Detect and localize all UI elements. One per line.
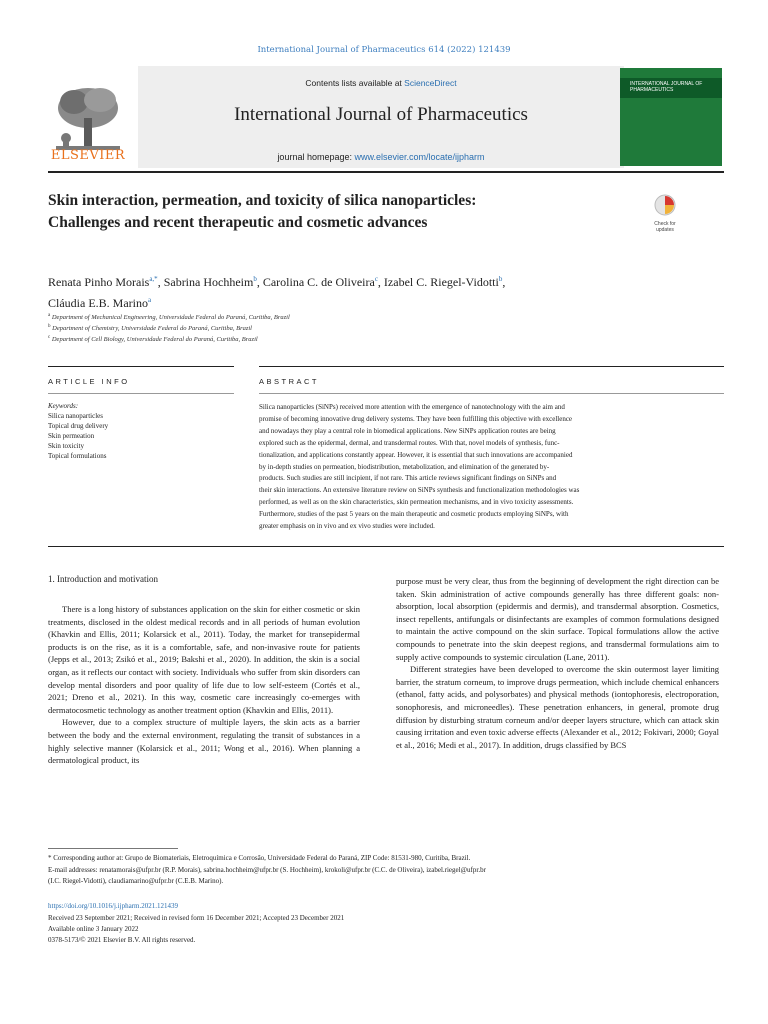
corresponding-author-footnote: * Corresponding author at: Grupo de Biomateriais, Eletroquímica e Corrosão, Universidade Federal do Paraná, ZIP Code: 81531-980, Curitiba, Brazil. E-mail addresses: renatamorais@ufpr.br (R.P. Morais), sabrina.hochheim@ufpr.br (S. Hochheim), krokoli@ufpr.br (C.C. de Oliveira), izabel.riegel@ufpr.br (I.C. Riegel-Vidotti), claudiamarino@ufpr.br (C.E.B. Marino). bbox=[48, 854, 486, 885]
copyright: 0378-5173/© 2021 Elsevier B.V. All rights reserved. bbox=[48, 936, 196, 944]
keyword: Skin permeation bbox=[48, 432, 95, 440]
check-updates-icon bbox=[648, 193, 682, 217]
received-dates: Received 23 September 2021; Received in revised form 16 December 2021; Accepted 23 December 2021 bbox=[48, 914, 345, 922]
contents-line: Contents lists available at ScienceDirect bbox=[305, 78, 457, 88]
body-left-column bbox=[48, 603, 360, 767]
abstract-rule bbox=[259, 366, 724, 367]
article-info-subrule bbox=[48, 393, 234, 394]
keywords-block bbox=[48, 401, 208, 461]
abstract-bottom-rule bbox=[48, 546, 724, 547]
author-sup[interactable]: b bbox=[498, 275, 503, 283]
body-right-column bbox=[396, 575, 719, 751]
journal-banner bbox=[138, 66, 624, 168]
keyword: Topical formulations bbox=[48, 452, 107, 460]
author-name[interactable]: Renata Pinho Morais bbox=[48, 275, 150, 289]
article-info-heading: ARTICLE INFO bbox=[48, 377, 130, 386]
body-paragraph: Different strategies have been developed to overcome the skin outermost layer limiting barrier, the stratum corneum, to improve drugs permeation, which include chemical enhancers (ethanol, fatty acids, and polysorbates) and physical methods (iontophoresis, electroporation, sonophoresis, and microneedles). These penetration enhancers, in general, promote drug diffusion by disturbing stratum corneum and/or deeper layers structure, which can attack skin causing irritation and even toxic adverse effects (Alexander et al., 2012; Fokivari, 2000; Goyal et al., 2016; Medi et al., 2017). In addition, drugs classified by BCS bbox=[396, 664, 719, 750]
abstract-heading: ABSTRACT bbox=[259, 377, 320, 386]
keyword: Skin toxicity bbox=[48, 442, 84, 450]
affiliation: $^b$ Department of Chemistry, Universidade Federal do Paraná, Curitiba, Brazil bbox=[48, 324, 252, 333]
article-info-rule bbox=[48, 366, 234, 367]
affiliation: $^c$ Department of Cell Biology, Universidade Federal do Paraná, Curitiba, Brazil bbox=[48, 335, 258, 344]
author-list: Renata Pinho Morais$^{a,*}$, Sabrina Hochheim$^b$, Carolina C. de Oliveira$^c$, Izabel C. Riegel-Vidotti$^b$, Cláudia E.B. Marino$^a$ bbox=[48, 275, 506, 310]
homepage-line: journal homepage: www.elsevier.com/locate/ijpharm bbox=[277, 152, 485, 162]
body-paragraph: purpose must be very clear, thus from the beginning of development the right direction can be taken. Skin administration of active compounds generally has three different goals: non-absorption, local absorption (epidermis and dermis), and transdermal absorption. Cosmetics, insect repellents, antifungals or disinfectants are examples of common formulations designed to maintain the active compound on the skin surface. Topical formulations allow the active compounds to penetrate into the skin deepest regions, and transdermal formulations aim to supply active compounds to systemic circulation (Lane, 2011). bbox=[396, 576, 719, 662]
cover-title: INTERNATIONAL JOURNAL OF PHARMACEUTICS bbox=[630, 81, 703, 93]
journal-cover-thumbnail[interactable] bbox=[620, 68, 722, 166]
author-sup[interactable]: a bbox=[147, 296, 152, 304]
journal-header bbox=[48, 66, 724, 168]
footnote-rule bbox=[48, 848, 178, 849]
abstract-text: Silica nanoparticles (SiNPs) received more attention with the emergence of nanotechnology with the aim and promise of becoming innovative drug delivery systems. They have been fulfilling this objective with excellence and nowadays they play a central role in biomedical applications. New SiNPs application routes are being explored such as the epidermal, dermal, and transdermal routes. With that, novel models of synthesis, func- tionalization, and applications constantly appear. However, it is essential that such innovations are accompanied by in-depth studies on permeation, biodistribution, metabolization, and elimination of the generated by- products. Such studies are still incipient, if not rare. This article reviews significant findings on SiNPs and their skin interactions. An extensive literature review on SiNPs synthesis and functionalization methodologies was performed, as well as on the skin characteristics, skin permeation mechanisms, and in vivo toxicity assessments. Furthermore, studies of the past 5 years on the main therapeutic and cosmetic products employing SiNPs, with greater emphasis on in vivo and ex vivo studies were included. bbox=[259, 403, 580, 531]
homepage-link[interactable]: www.elsevier.com/locate/ijpharm bbox=[354, 152, 485, 162]
affiliation: $^a$ Department of Mechanical Engineering, Universidade Federal do Paraná, Curitiba, Brazil bbox=[48, 313, 290, 322]
article-title: Skin interaction, permeation, and toxicity of silica nanoparticles: Challenges and recent therapeutic and cosmetic advances bbox=[48, 192, 477, 231]
author-sup[interactable]: c bbox=[374, 275, 378, 283]
keyword: Topical drug delivery bbox=[48, 422, 109, 430]
keyword: Silica nanoparticles bbox=[48, 412, 104, 420]
author-name[interactable]: Carolina C. de Oliveira bbox=[262, 275, 375, 289]
header-rule bbox=[48, 171, 724, 173]
body-paragraph: There is a long history of substances application on the skin for either cosmetic or skin treatments, disclosed in the oldest medical records and in all periods of human evolution (Khavkin and Ellis, 2011; Kolarsick et al., 2011). Today, the market for transepidermal products is on the rise, as it is a comfortable, safe, and non-invasive route for patients (Jepps et al., 2013; Zsikó et al., 2019; Bakshi et al., 2020). In addition, the skin is a social organ, as it reflects our contact with society. Individuals who suffer from skin disorders can develop mental disorders and poor quality of life due to low self-esteem (Cortés et al., 2021; Dreno et al., 2021). In this way, cosmetic care increasingly co-emerges with dermatocosmetic technology as another treatment option (Khavkin and Ellis, 2011). bbox=[48, 604, 360, 715]
author-sup[interactable]: b bbox=[253, 275, 257, 283]
check-for-updates-badge[interactable]: Check for updates bbox=[648, 193, 682, 229]
author-name[interactable]: Izabel C. Riegel-Vidotti bbox=[383, 275, 499, 289]
body-paragraph: However, due to a complex structure of multiple layers, the skin acts as a barrier between the body and the external environment, regulating the transit of substances in a highly selective manner (Kolarsick et al., 2011; Wong et al., 2016). When planning a dermatological product, its bbox=[48, 717, 360, 766]
keywords-label: Keywords: bbox=[48, 402, 79, 410]
section-heading: 1. Introduction and motivation bbox=[48, 574, 158, 584]
author-name[interactable]: Cláudia E.B. Marino bbox=[48, 296, 148, 310]
available-online: Available online 3 January 2022 bbox=[48, 925, 139, 933]
journal-reference[interactable]: International Journal of Pharmaceutics 614 (2022) 121439 bbox=[257, 45, 511, 55]
doi-link[interactable]: https://doi.org/10.1016/j.ijpharm.2021.121439 bbox=[48, 902, 178, 910]
author-name[interactable]: Sabrina Hochheim bbox=[163, 275, 254, 289]
journal-title[interactable]: International Journal of Pharmaceutics bbox=[234, 104, 528, 125]
abstract-subrule bbox=[259, 393, 724, 394]
elsevier-wordmark[interactable]: ELSEVIER bbox=[50, 148, 126, 163]
sciencedirect-link[interactable]: ScienceDirect bbox=[404, 78, 457, 88]
author-sup[interactable]: a,* bbox=[149, 275, 158, 283]
